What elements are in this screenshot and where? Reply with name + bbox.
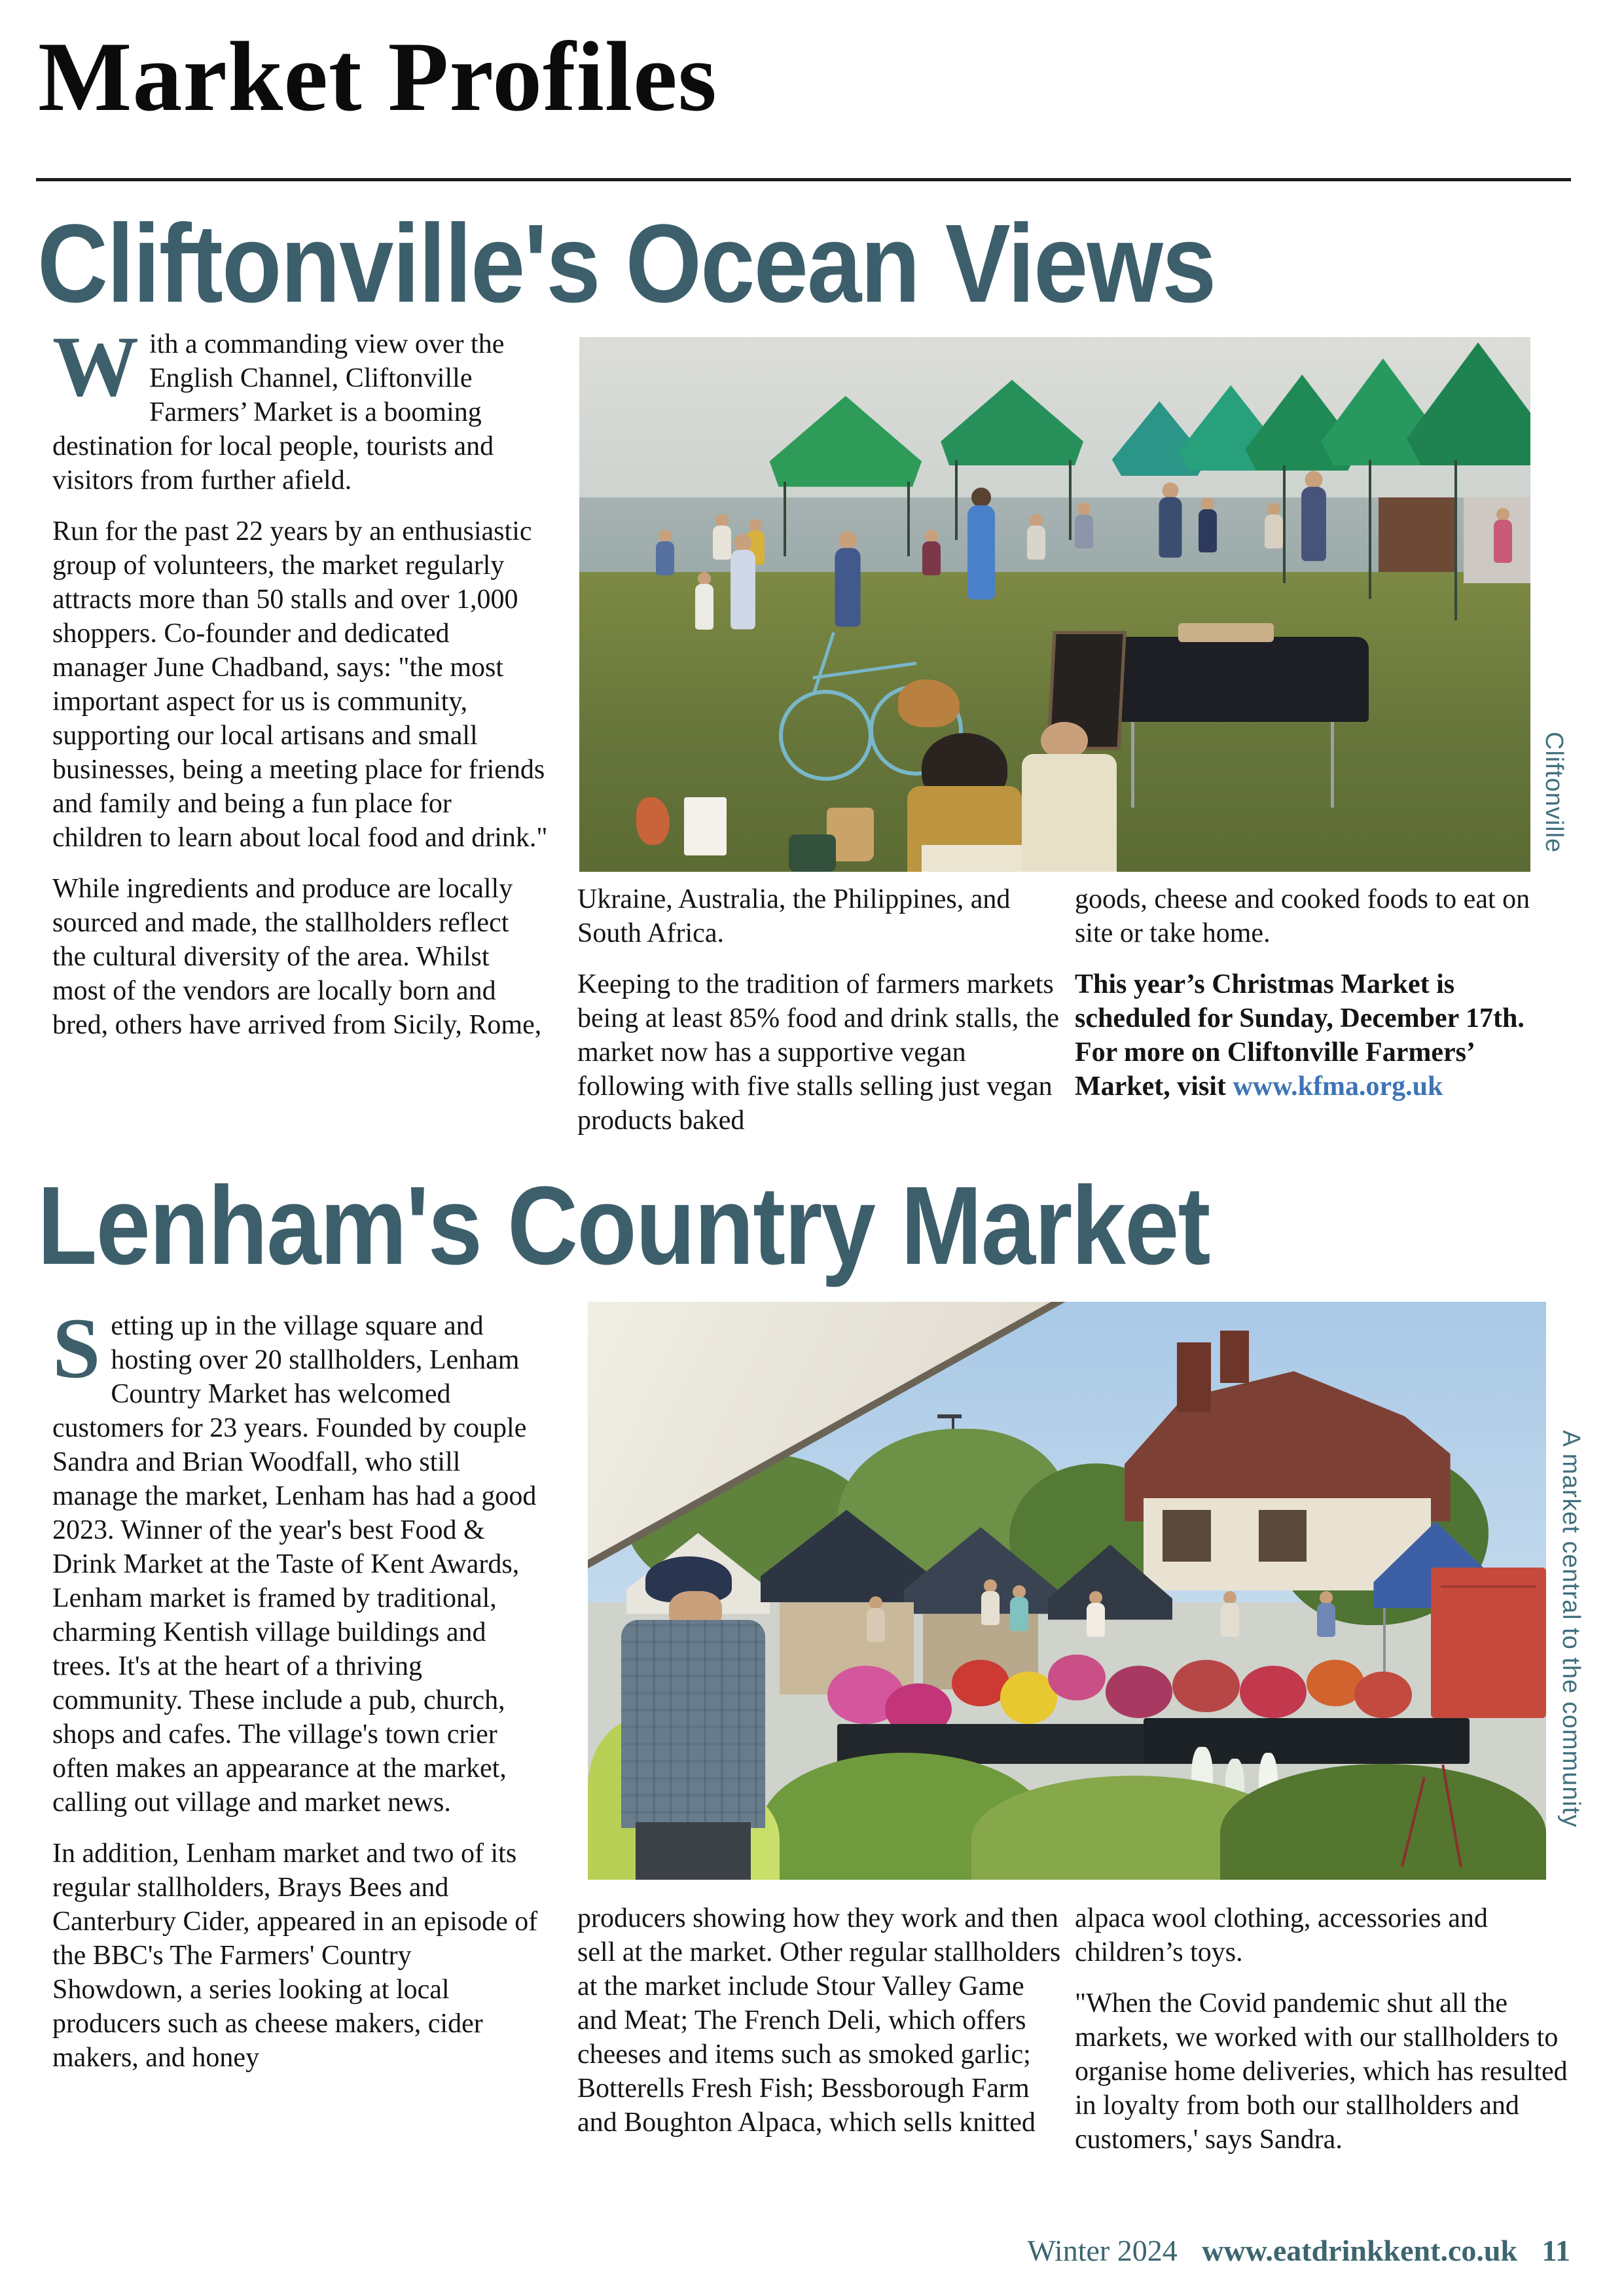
- paragraph: Run for the past 22 years by an enthusiastic group of volunteers, the market regularly attracts more than 50 stalls and over 1,000 shoppers. Co-founder and dedicated manager June Chadband, says: "the most important aspect for us is community, supporting our local artisans and small businesses, being a meeting place for friends and family and being a fun place for children to learn about local food and drink.": [52, 516, 548, 853]
- photo2-house-timber: [1259, 1510, 1307, 1562]
- drop-cap: W: [52, 318, 139, 414]
- photo1-tent-leg: [955, 460, 958, 541]
- paragraph: [52, 318, 549, 497]
- photo2-flowers: [1240, 1666, 1307, 1717]
- photo1-person: [922, 529, 941, 588]
- photo1-bicycle-wheel: [779, 690, 873, 781]
- photo1-person: [1264, 503, 1284, 562]
- photo1-person: [655, 529, 675, 588]
- photo2-flowers: [1106, 1666, 1172, 1717]
- masthead-divider: [36, 178, 1571, 181]
- photo2-flowers: [1172, 1660, 1239, 1712]
- photo1-person: [1026, 514, 1046, 573]
- photo2-person: [981, 1579, 1000, 1638]
- page-title: Market Profiles: [38, 22, 717, 132]
- paragraph: producers showing how they work and then sell at the market. Other regular stallholders at the market include Stour Valley Game and Meat; The French Deli, which offers cheeses and items such as smoked garlic; Botterells Fresh Fish; Bessborough Farm and Boughton Alpaca, which sells knitted: [577, 1903, 1061, 2138]
- photo2-chimney: [1220, 1331, 1249, 1382]
- drop-cap: S: [52, 1300, 101, 1396]
- article2-photo: [588, 1302, 1546, 1880]
- photo1-table-leg: [1131, 722, 1134, 808]
- article1-photo: [579, 337, 1530, 872]
- paragraph: [52, 1300, 549, 1820]
- paragraph: Keeping to the tradition of farmers markets being at least 85% food and drink stalls, the market now has a supportive vegan following with five stalls selling just vegan products baked: [577, 969, 1060, 1136]
- footer-website[interactable]: www.eatdrinkkent.co.uk: [1202, 2234, 1518, 2267]
- photo2-man-trousers: [636, 1822, 751, 1880]
- article1-photo-caption: Cliftonville: [1540, 732, 1568, 853]
- article1-column3: [1075, 882, 1572, 1121]
- photo2-person: [1220, 1591, 1240, 1650]
- photo1-tent-leg: [784, 482, 786, 556]
- photo2-person: [866, 1596, 886, 1653]
- paragraph: Ukraine, Australia, the Philippines, and South Africa.: [577, 884, 1011, 948]
- article2-column3: [1075, 1901, 1572, 2174]
- photo1-tent-leg: [1069, 460, 1072, 541]
- article2-photo-caption: A market central to the community: [1557, 1430, 1585, 1828]
- photo1-person: [1157, 482, 1185, 581]
- photo1-person: [693, 572, 715, 644]
- paragraph: [1075, 967, 1572, 1103]
- paragraph-text: This year’s Christmas Market is scheduled for Sunday, December 17th. For more on Cliftonville Farmers’ Market, visit: [1075, 969, 1525, 1102]
- article2-column1: [52, 1300, 549, 2092]
- photo1-person: [1492, 508, 1513, 580]
- footer-page-number: 11: [1542, 2234, 1570, 2267]
- photo1-person: [831, 531, 864, 669]
- photo2-flowers: [1354, 1672, 1412, 1718]
- paragraph: goods, cheese and cooked foods to eat on site or take home.: [1075, 884, 1530, 948]
- photo1-tote-bag: [684, 797, 727, 856]
- paragraph-text: ith a commanding view over the English Channel, Cliftonville Farmers’ Market is a booming destination for local people, tourists and visitors from further afield.: [52, 329, 505, 495]
- photo1-person: [1074, 503, 1094, 562]
- photo1-table: [1102, 637, 1369, 723]
- photo1-tent-leg: [1454, 460, 1457, 620]
- photo2-person: [1086, 1591, 1106, 1650]
- kfma-link[interactable]: www.kfma.org.uk: [1233, 1071, 1443, 1102]
- article1-title: Cliftonville's Ocean Views: [37, 202, 1216, 326]
- photo1-person: [1197, 497, 1218, 569]
- page-footer: [1027, 2233, 1570, 2268]
- photo1-table-goods: [1178, 623, 1273, 642]
- article1-column1: [52, 318, 549, 1059]
- article2-title: Lenham's Country Market: [37, 1164, 1210, 1288]
- paragraph: While ingredients and produce are locally sourced and made, the stallholders reflect the cultural diversity of the area. Whilst most of the vendors are locally born and bred, others have arrived from Sicily, Rome,: [52, 874, 542, 1040]
- photo2-house-timber: [1163, 1510, 1210, 1562]
- photo1-person: [964, 488, 999, 645]
- footer-issue: Winter 2024: [1027, 2234, 1178, 2267]
- photo1-person: [1298, 471, 1330, 594]
- photo2-truck-line: [1441, 1585, 1536, 1588]
- photo1-table-leg: [1331, 722, 1334, 808]
- photo2-chimney: [1177, 1342, 1210, 1412]
- photo2-person: [1009, 1585, 1029, 1644]
- photo1-person: [727, 534, 759, 667]
- photo2-flowers: [1048, 1655, 1106, 1701]
- paragraph-text: etting up in the village square and hosting over 20 stallholders, Lenham Country Market has welcomed customers for 23 years. Founded by couple Sandra and Brian Woodfall, who still manage the market, Lenham has had a good 2023. Winner of the year's best Food & Drink Market at the Taste of Kent Awards, Lenham market is framed by traditional, charming Kentish village buildings and trees. It's at the heart of a thriving community. These include a pub, church, shops and cafes. The village's town crier often makes an appearance at the market, calling out village and market news.: [52, 1311, 537, 1818]
- photo1-seated-man: [1022, 754, 1117, 872]
- photo2-person: [1316, 1591, 1336, 1647]
- photo1-tent-leg: [907, 482, 910, 556]
- paragraph: In addition, Lenham market and two of its regular stallholders, Brays Bees and Canterbury Cider, appeared in an episode of the BBC's The Farmers' Country Showdown, a series looking at local producers such as cheese makers, cider makers, and honey: [52, 1839, 538, 2073]
- photo2-lamp-arm: [937, 1414, 962, 1418]
- photo1-tent-leg: [1369, 460, 1371, 599]
- article2-column2: [577, 1901, 1067, 2157]
- photo1-cloth: [789, 834, 837, 872]
- paragraph: alpaca wool clothing, accessories and children’s toys.: [1075, 1903, 1488, 1967]
- article1-column2: [577, 882, 1067, 1155]
- photo1-stall-front: [1379, 497, 1454, 572]
- photo2-man-shirt: [621, 1620, 765, 1828]
- paragraph: "When the Covid pandemic shut all the markets, we worked with our stallholders to organise home deliveries, which has resulted in loyalty from both our stallholders and customers,' says Sandra.: [1075, 1988, 1568, 2155]
